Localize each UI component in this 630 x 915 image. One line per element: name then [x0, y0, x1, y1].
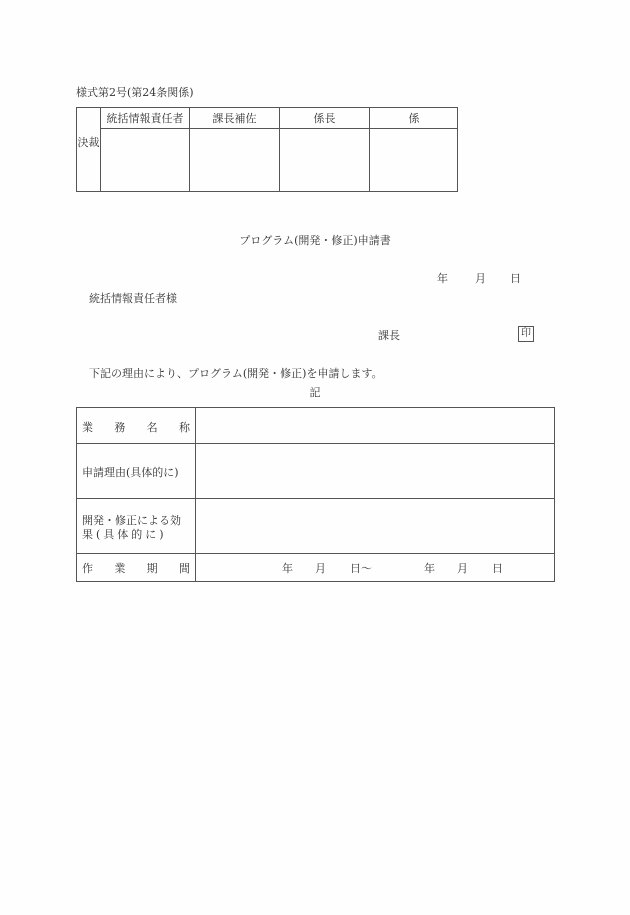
label-char: 務 — [114, 421, 126, 434]
effect-label-line1: 開発・修正による効 — [82, 514, 181, 527]
ki-heading: 記 — [309, 386, 321, 399]
approver-header: 係長 — [313, 112, 336, 125]
approval-stamp-cell[interactable] — [280, 129, 369, 191]
sender-title: 課長 — [378, 329, 400, 342]
request-text: 下記の理由により、プログラム(開発・修正)を申請します。 — [89, 367, 383, 380]
approval-table — [76, 107, 458, 192]
effect-label-line2: 果(具体的に) — [82, 528, 167, 541]
date-year: 年 — [437, 272, 448, 285]
period-start-year: 年 — [282, 562, 293, 575]
period-end-month: 月 — [457, 562, 468, 575]
approval-stamp-cell[interactable] — [190, 129, 279, 191]
period-end-day: 日 — [492, 562, 503, 575]
seal-mark: 印 — [518, 326, 534, 342]
label-char: 称 — [178, 421, 190, 434]
period-end-year: 年 — [424, 562, 435, 575]
label-char: 業 — [114, 562, 126, 575]
business-name-field[interactable] — [196, 408, 554, 443]
label-char: 業 — [82, 421, 93, 434]
period-start-day: 日〜 — [350, 562, 372, 575]
form-number: 様式第2号(第24条関係) — [76, 86, 194, 99]
reason-label: 申請理由(具体的に) — [82, 466, 179, 479]
reason-field[interactable] — [196, 444, 554, 498]
business-name-label — [82, 419, 190, 435]
label-char: 作 — [82, 562, 93, 575]
date-day: 日 — [510, 272, 521, 285]
effect-field[interactable] — [196, 499, 554, 553]
document-title: プログラム(開発・修正)申請書 — [239, 234, 391, 247]
detail-table — [76, 407, 555, 582]
divider — [77, 553, 554, 554]
approver-header: 係 — [408, 112, 420, 125]
period-start-month: 月 — [315, 562, 326, 575]
approver-header: 統括情報責任者 — [106, 112, 184, 125]
label-char: 間 — [178, 562, 190, 575]
approval-stamp-cell[interactable] — [370, 129, 458, 191]
approver-header: 課長補佐 — [212, 112, 257, 125]
label-char: 名 — [146, 421, 158, 434]
addressee: 統括情報責任者様 — [89, 292, 177, 305]
date-month: 月 — [475, 272, 486, 285]
period-label — [82, 560, 190, 576]
label-char: 期 — [146, 562, 158, 575]
approval-side-label: 決裁 — [77, 136, 100, 149]
approval-stamp-cell[interactable] — [101, 129, 189, 191]
